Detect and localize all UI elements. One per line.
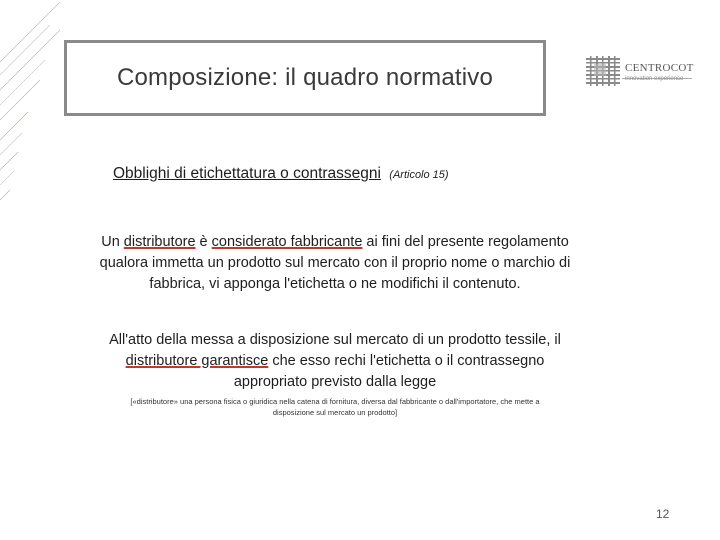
p1-text-3: ai fini del presente regolamento qualora immetta un prodotto sul mercato con il proprio nome o marchio di fabbrica, vi apponga l'etichetta o ne modifichi il contenuto. (99, 234, 571, 292)
p1-text-1: Un (101, 234, 124, 250)
title-box (64, 40, 546, 116)
paragraph-distributor-guarantee (92, 330, 578, 393)
logo-tagline: innovation experience (625, 76, 684, 82)
p2-text-2: che esso rechi l'etichetta o il contrassegno appropriato previsto dalla legge (233, 353, 545, 390)
logo-name: CENTROCOT (625, 62, 694, 74)
p2-text-1: All'atto della messa a disposizione sul mercato di un prodotto tessile, il (109, 332, 561, 348)
heading-text: Obblighi di etichettatura o contrassegni (113, 165, 381, 182)
section-heading (113, 165, 449, 183)
page-number: 12 (656, 507, 670, 521)
p2-highlight-garantisce: distributore garantisce (125, 353, 269, 369)
p1-text-2: è (195, 234, 212, 250)
footnote-definition: [«distributore» una persona fisica o giuridica nella catena di fornitura, diversa dal fabbricante o dall'importatore, che mette a disposizione sul mercato un prodotto] (130, 397, 540, 417)
paragraph-distributor-manufacturer (92, 232, 578, 295)
decorative-lines (0, 0, 60, 540)
article-reference: (Articolo 15) (389, 169, 449, 181)
slide-title: Composizione: il quadro normativo (116, 64, 494, 91)
p1-highlight-distributore: distributore (123, 234, 196, 250)
p1-highlight-considerato: considerato fabbricante (211, 234, 363, 250)
centrocot-logo-icon (584, 54, 694, 94)
